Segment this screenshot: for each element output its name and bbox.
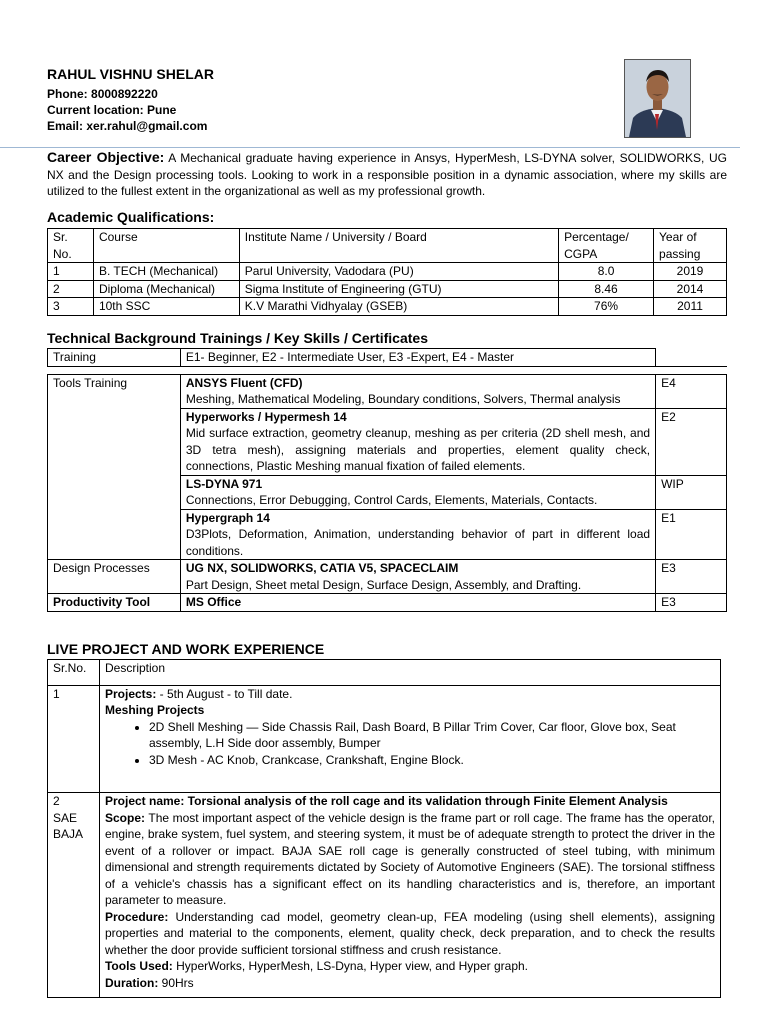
table-row: Training E1- Beginner, E2 - Intermediate User, E3 -Expert, E4 - Master: [48, 349, 727, 367]
list-item: • 3D Mesh - AC Knob, Crankcase, Crankshaft, Engine Block.: [149, 752, 715, 769]
location-line: Current location: Pune: [47, 103, 177, 117]
table-row: 2 SAE BAJA Project name: Torsional analysis of the roll cage and its validation through Finite Element Analysis Scope: The most important aspect of the vehicle design is the frame part or roll cage. The frame has the operator, engine, brake system, fuel system, and steering system, it must be of adequate strength to protect the driver in the event of a rollover or impact. BAJA SAE roll cage is generally constructed of steel tubing, with minimum dimensional and strength requirements dictated by Society of Automotive Engineers (SAE). The torsional stiffness of a vehicle's chassis has a significant effect on its handling characteristics and is, therefore, an important parameter to measure. Procedure: Understanding cad model, geometry clean-up, FEA modeling (using shell elements), assigning properties and material to the components, element, quality check, deck preparation, and to check the results whether the door provide sufficient torsional stiffness and crush resistance. Tools Used: HyperWorks, HyperMesh, LS-Dyna, Hyper view, and Hyper graph. Duration: 90Hrs: [48, 793, 721, 998]
phone-line: Phone: 8000892220: [47, 87, 158, 101]
profile-photo-image: [625, 60, 690, 137]
objective-label: Career Objective:: [47, 149, 165, 165]
header-percentage: Percentage/ CGPA: [559, 229, 654, 263]
meshing-project-list: [105, 719, 715, 769]
table-row: Hyperworks / Hypermesh 14 Mid surface extraction, geometry cleanup, meshing as per criteria (2D shell mesh, and 3D tetra mesh), assigning materials and properties, element quality check, connections, Plastic Meshing manual fixation of failed elements. E2: [48, 408, 727, 475]
header-divider: [0, 147, 740, 148]
table-row: Tools Training ANSYS Fluent (CFD) Meshing, Mathematical Modeling, Boundary conditions, Solvers, Thermal analysis E4: [48, 374, 727, 408]
table-row: LS-DYNA 971 Connections, Error Debugging, Control Cards, Elements, Materials, Contacts. WIP: [48, 475, 727, 509]
table-row: Productivity Tool MS Office E3: [48, 594, 727, 612]
experience-title: LIVE PROJECT AND WORK EXPERIENCE: [47, 641, 325, 657]
academic-header-row: [48, 229, 727, 263]
contact-header: [47, 66, 214, 134]
experience-table: [47, 659, 721, 998]
academic-title: Academic Qualifications:: [47, 209, 215, 225]
technical-title: Technical Background Trainings / Key Skills / Certificates: [47, 330, 428, 346]
academic-table: [47, 228, 727, 316]
header-year: Year of passing: [654, 229, 727, 263]
profile-photo: [624, 59, 691, 138]
table-row: 3 10th SSC K.V Marathi Vidhyalay (GSEB) 76% 2011: [48, 298, 727, 316]
table-row: 1 Projects: - 5th August - to Till date. Meshing Projects • 2D Shell Meshing — Side Chassis Rail, Dash Board, B Pillar Trim Cover, Car floor, Glove box, Seat assembly, L.H Side door assembly, Bumper • 3D Mesh - AC Knob, Crankcase, Crankshaft, Engine Block.: [48, 685, 721, 793]
header-institute: Institute Name / University / Board: [239, 229, 558, 263]
objective-text: A Mechanical graduate having experience in Ansys, HyperMesh, LS-DYNA solver, SOLIDWORKS, UG NX and the Design processing tools. Looking to work in a responsible position in a dynamic association, where my skills are utilized to the fullest extent in the organizational as well as my professional growth.: [47, 151, 727, 198]
table-row: 1 B. TECH (Mechanical) Parul University, Vadodara (PU) 8.0 2019: [48, 263, 727, 281]
list-item: • 2D Shell Meshing — Side Chassis Rail, Dash Board, B Pillar Trim Cover, Car floor, Glove box, Seat assembly, L.H Side door assembly, Bumper: [149, 719, 715, 752]
career-objective: [47, 149, 727, 200]
candidate-name: RAHUL VISHNU SHELAR: [47, 66, 214, 82]
header-course: Course: [93, 229, 239, 263]
skills-table: [47, 348, 727, 612]
table-row: Hypergraph 14 D3Plots, Deformation, Animation, understanding behavior of part in different load conditions. E1: [48, 509, 727, 560]
table-row: Design Processes UG NX, SOLIDWORKS, CATIA V5, SPACECLAIM Part Design, Sheet metal Design, Surface Design, Assembly, and Drafting. E3: [48, 560, 727, 594]
header-sr-no: Sr. No.: [48, 229, 94, 263]
table-row: 2 Diploma (Mechanical) Sigma Institute of Engineering (GTU) 8.46 2014: [48, 280, 727, 298]
experience-header-row: Sr.No. Description: [48, 660, 721, 686]
email-line: Email: xer.rahul@gmail.com: [47, 119, 208, 133]
